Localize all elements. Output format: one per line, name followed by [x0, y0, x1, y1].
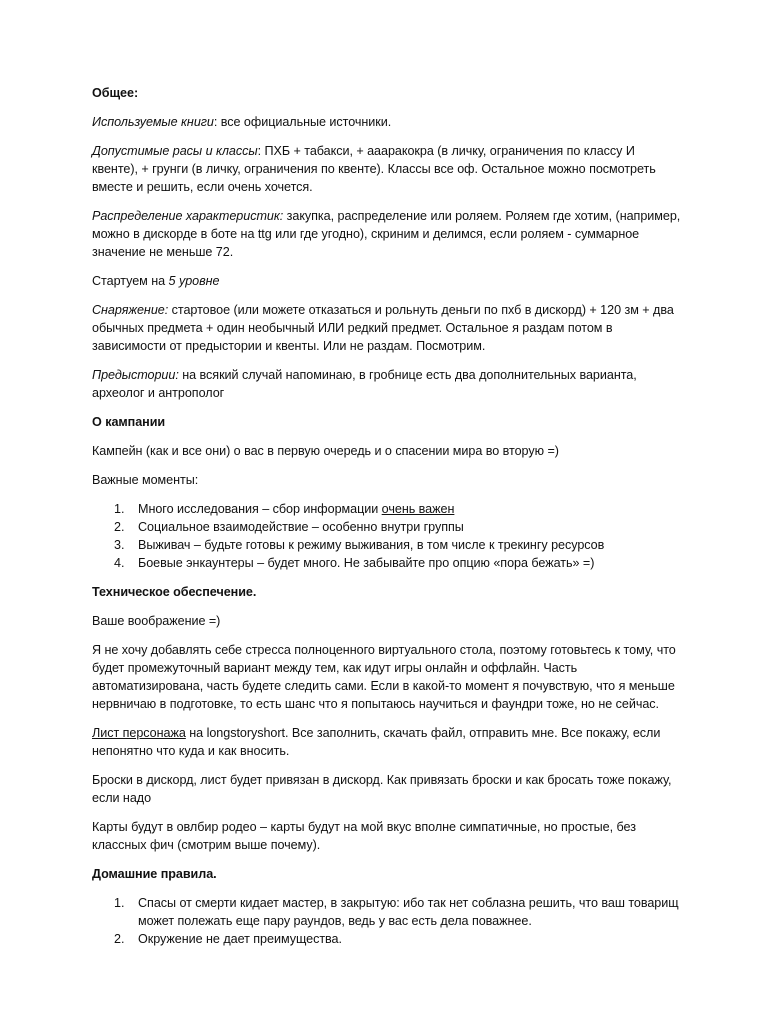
list-item-text: Выживач – будьте готовы к режиму выживания, в том числе к трекингу ресурсов — [138, 538, 605, 552]
imagination-line: Ваше воображение =) — [92, 614, 221, 628]
list-item — [92, 930, 682, 948]
books-label: Используемые книги — [92, 115, 214, 129]
house-rules-heading: Домашние правила. — [92, 867, 217, 881]
list-item — [92, 894, 682, 930]
races-text: : ПХБ + табакси, + аааракокра (в личку, ограничения по классу И квенте), + грунги (в личку, ограничения по квенте). Классы все оф. Остальное можно посмотреть вместе и решить, если очень хочется. — [92, 144, 656, 194]
list-item — [92, 536, 682, 554]
backstory-text: на всякий случай напоминаю, в гробнице есть два дополнительных варианта, археолог и антрополог — [92, 368, 637, 400]
list-number: 1. — [114, 502, 125, 516]
backstory-label: Предыстории: — [92, 368, 179, 382]
moments-list — [92, 500, 682, 572]
list-number: 2. — [114, 932, 125, 946]
list-item-text: Много исследования – сбор информации — [138, 502, 382, 516]
document-body — [92, 84, 682, 959]
gear-text: стартовое (или можете отказаться и рольнуть деньги по пхб в дискорд) + 120 зм + два обычных предмета + один необычный ИЛИ редкий предмет. Остальное я раздам потом в зависимости от предыстории и квенты. Или не раздам. Посмотрим. — [92, 303, 674, 353]
tech-paragraph: Я не хочу добавлять себе стресса полноценного виртуального стола, поэтому готовьтесь к тому, что будет промежуточный вариант между тем, как идут игры онлайн и оффлайн. Часть автоматизирована, часть будете следить сами. Если в какой-то момент я почувствую, что я меньше нервничаю в подготовке, то есть шанс что я попытаюсь научиться и фаундри тоже, но не сейчас. — [92, 643, 676, 711]
sheet-text: на longstoryshort. Все заполнить, скачать файл, отправить мне. Все покажу, если непонятно что куда и как вносить. — [92, 726, 661, 758]
maps-paragraph: Карты будут в овлбир родео – карты будут на мой вкус вполне симпатичные, но простые, без классных фич (смотрим выше почему). — [92, 820, 636, 852]
tech-heading: Техническое обеспечение. — [92, 585, 257, 599]
races-paragraph — [92, 142, 682, 196]
list-item-text: Боевые энкаунтеры – будет много. Не забывайте про опцию «пора бежать» =) — [138, 556, 595, 570]
start-level: 5 уровне — [168, 274, 220, 288]
races-label: Допустимые расы и классы — [92, 144, 258, 158]
underlined-emphasis: очень важен — [381, 502, 455, 516]
books-paragraph — [92, 113, 682, 131]
list-number: 2. — [114, 520, 125, 534]
stats-label: Распределение характеристик: — [92, 209, 284, 223]
rolls-paragraph: Броски в дискорд, лист будет привязан в дискорд. Как привязать броски и как бросать тоже покажу, если надо — [92, 773, 672, 805]
list-number: 3. — [114, 538, 125, 552]
stats-text: закупка, распределение или роляем. Роляем где хотим, (например, можно в дискорде в боте на ttg или где угодно), скриним и делимся, если роляем - суммарное значение не меньше 72. — [92, 209, 681, 259]
stats-paragraph — [92, 207, 682, 261]
start-text: Стартуем на — [92, 274, 169, 288]
start-paragraph — [92, 272, 682, 290]
general-heading: Общее: — [92, 86, 139, 100]
house-rules-list — [92, 894, 682, 948]
list-item-text: Социальное взаимодействие – особенно внутри группы — [138, 520, 464, 534]
list-item — [92, 518, 682, 536]
list-item-text: Окружение не дает преимущества. — [138, 932, 342, 946]
list-item — [92, 500, 682, 518]
sheet-paragraph — [92, 724, 682, 760]
list-item-text: Спасы от смерти кидает мастер, в закрытую: ибо так нет соблазна решить, что ваш товарищ может полежать еще пару раундов, ведь у вас есть дела поважнее. — [138, 896, 679, 928]
character-sheet-link[interactable]: Лист персонажа — [92, 726, 186, 740]
list-number: 1. — [114, 896, 125, 910]
backstory-paragraph — [92, 366, 682, 402]
list-number: 4. — [114, 556, 125, 570]
books-text: : все официальные источники. — [213, 115, 392, 129]
moments-heading: Важные моменты: — [92, 473, 199, 487]
campaign-heading: О кампании — [92, 415, 166, 429]
list-item — [92, 554, 682, 572]
gear-paragraph — [92, 301, 682, 355]
campaign-intro: Кампейн (как и все они) о вас в первую очередь и о спасении мира во вторую =) — [92, 444, 559, 458]
gear-label: Снаряжение: — [92, 303, 169, 317]
